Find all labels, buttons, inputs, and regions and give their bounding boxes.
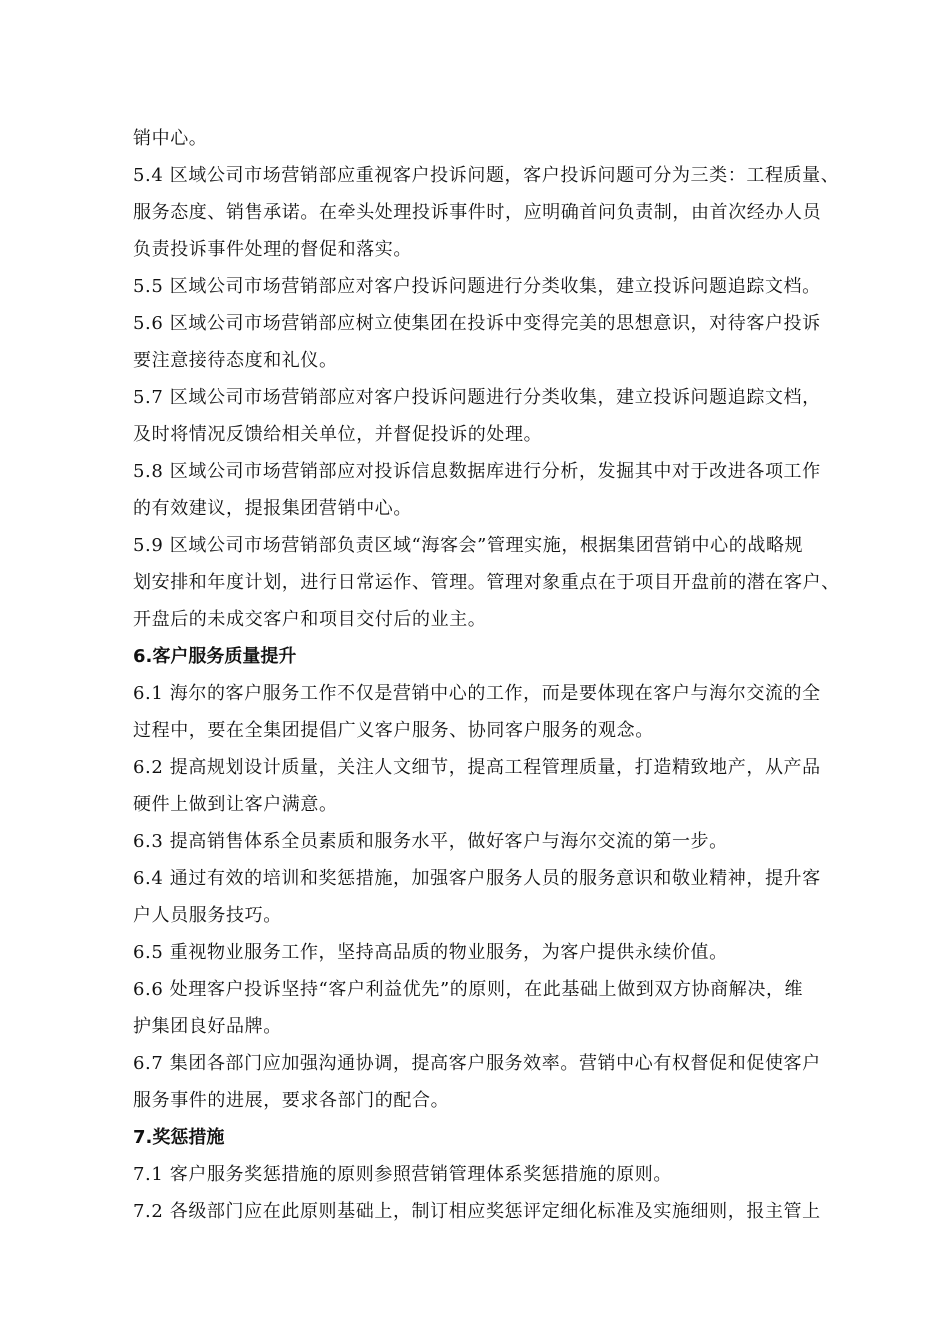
text-line: 5.5 区域公司市场营销部应对客户投诉问题进行分类收集，建立投诉问题追踪文档。 <box>133 276 821 297</box>
text-line: 硬件上做到让客户满意。 <box>133 794 338 815</box>
text-line: 负责投诉事件处理的督促和落实。 <box>133 239 412 260</box>
text-line: 户人员服务技巧。 <box>133 905 282 926</box>
section-heading: 6.客户服务质量提升 <box>133 646 297 667</box>
text-line: 服务态度、销售承诺。在牵头处理投诉事件时，应明确首问负责制，由首次经办人员 <box>133 202 822 223</box>
text-line: 及时将情况反馈给相关单位，并督促投诉的处理。 <box>133 424 543 445</box>
text-line: 6.2 提高规划设计质量，关注人文细节，提高工程管理质量，打造精致地产，从产品 <box>133 757 821 778</box>
document-body <box>133 120 853 1230</box>
text-line: 划安排和年度计划，进行日常运作、管理。管理对象重点在于项目开盘前的潜在客户、 <box>133 572 840 593</box>
text-line: 5.4 区域公司市场营销部应重视客户投诉问题，客户投诉问题可分为三类：工程质量、 <box>133 165 840 186</box>
text-line: 的有效建议，提报集团营销中心。 <box>133 498 412 519</box>
text-line: 销中心。 <box>133 128 208 149</box>
text-line: 6.6 处理客户投诉坚持“客户利益优先”的原则，在此基础上做到双方协商解决，维 <box>133 979 804 1000</box>
text-line: 护集团良好品牌。 <box>133 1016 282 1037</box>
text-line: 5.9 区域公司市场营销部负责区域“海客会”管理实施，根据集团营销中心的战略规 <box>133 535 804 556</box>
text-line: 5.7 区域公司市场营销部应对客户投诉问题进行分类收集，建立投诉问题追踪文档， <box>133 387 821 408</box>
text-line: 7.2 各级部门应在此原则基础上，制订相应奖惩评定细化标准及实施细则，报主管上 <box>133 1201 821 1222</box>
text-line: 6.5 重视物业服务工作，坚持高品质的物业服务，为客户提供永续价值。 <box>133 942 728 963</box>
text-line: 6.4 通过有效的培训和奖惩措施，加强客户服务人员的服务意识和敬业精神，提升客 <box>133 868 821 889</box>
text-line: 5.6 区域公司市场营销部应树立使集团在投诉中变得完美的思想意识，对待客户投诉 <box>133 313 821 334</box>
text-line: 过程中，要在全集团提倡广义客户服务、协同客户服务的观念。 <box>133 720 654 741</box>
text-line: 开盘后的未成交客户和项目交付后的业主。 <box>133 609 487 630</box>
text-line: 要注意接待态度和礼仪。 <box>133 350 338 371</box>
text-line: 6.1 海尔的客户服务工作不仅是营销中心的工作，而是要体现在客户与海尔交流的全 <box>133 683 821 704</box>
section-heading: 7.奖惩措施 <box>133 1127 225 1148</box>
text-line: 6.3 提高销售体系全员素质和服务水平，做好客户与海尔交流的第一步。 <box>133 831 728 852</box>
text-line: 6.7 集团各部门应加强沟通协调，提高客户服务效率。营销中心有权督促和促使客户 <box>133 1053 821 1074</box>
text-line: 7.1 客户服务奖惩措施的原则参照营销管理体系奖惩措施的原则。 <box>133 1164 672 1185</box>
text-line: 服务事件的进展，要求各部门的配合。 <box>133 1090 450 1111</box>
text-line: 5.8 区域公司市场营销部应对投诉信息数据库进行分析，发掘其中对于改进各项工作 <box>133 461 821 482</box>
